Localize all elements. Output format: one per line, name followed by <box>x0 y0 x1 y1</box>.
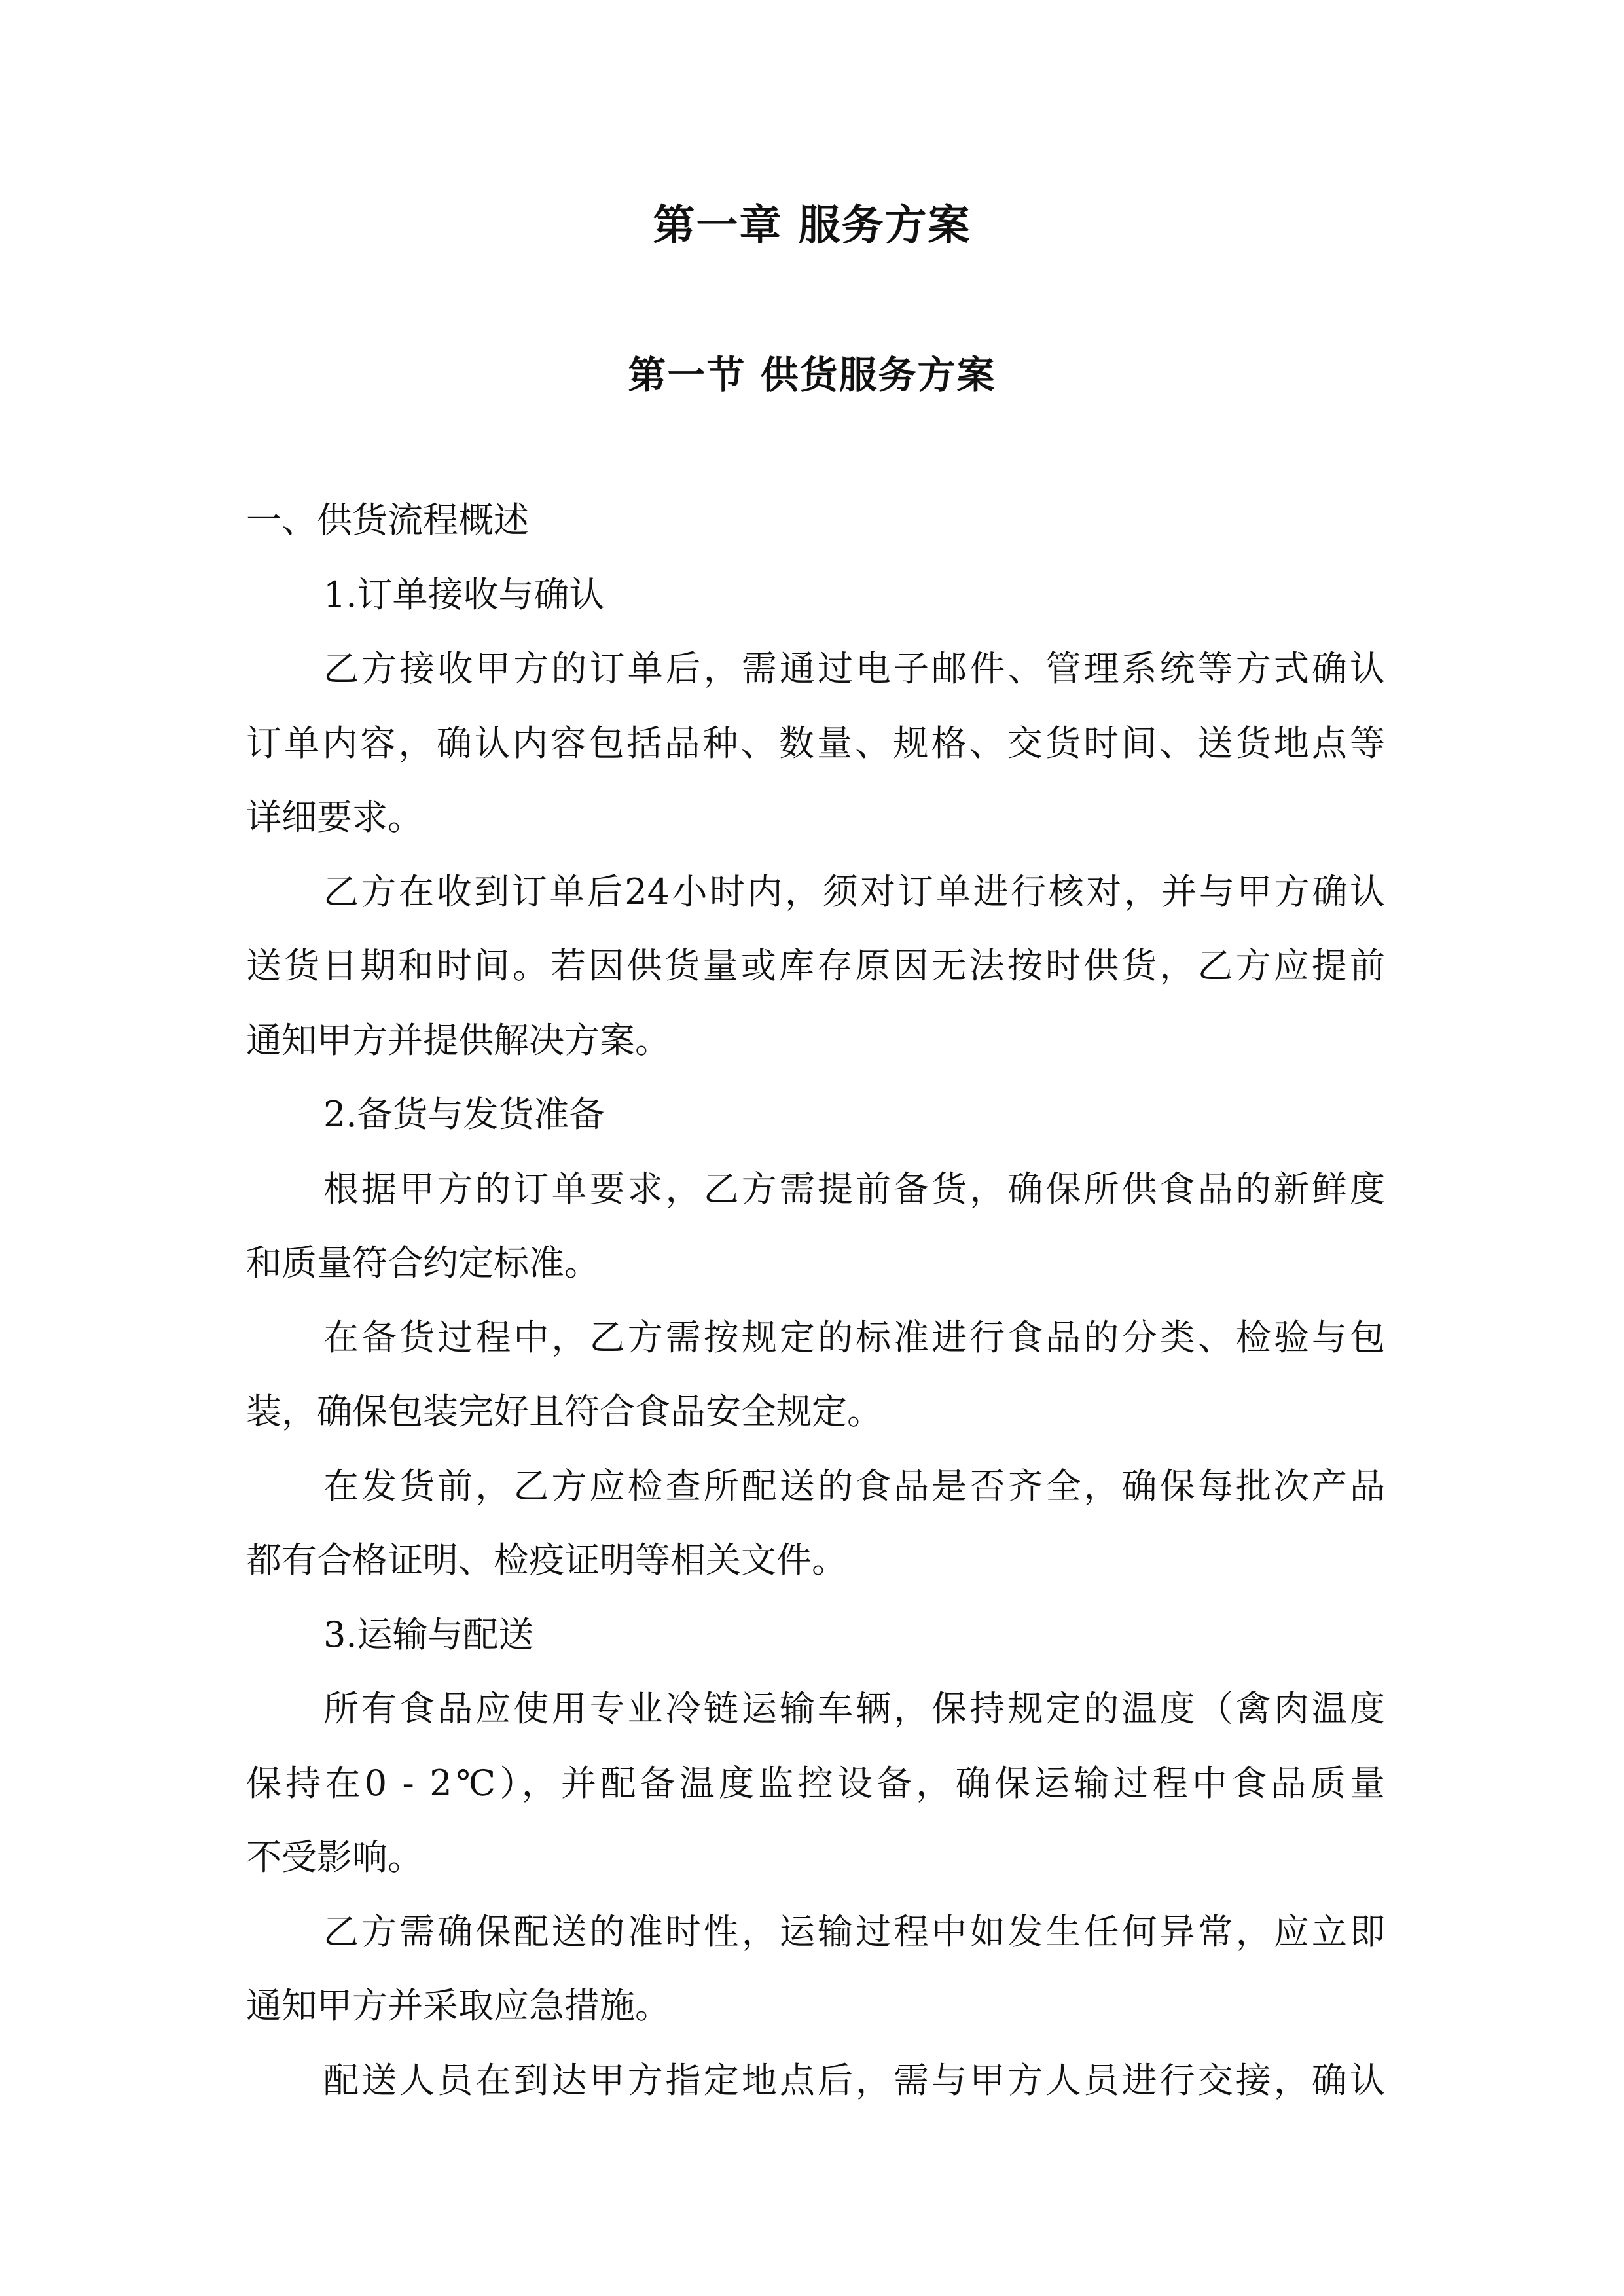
paragraph-line: 配送人员在到达甲方指定地点后，需与甲方人员进行交接，确认 <box>323 2059 1385 2101</box>
chapter-title: 第一章 服务方案 <box>653 202 971 250</box>
paragraph-line: 通知甲方并提供解决方案。 <box>246 1019 670 1061</box>
paragraph-line: 所有食品应使用专业冷链运输车辆，保持规定的温度（禽肉温度 <box>323 1688 1385 1729</box>
paragraph-line: 保持在0 - 2℃），并配备温度监控设备，确保运输过程中食品质量 <box>246 1762 1385 1804</box>
paragraph-line: 不受影响。 <box>246 1837 423 1878</box>
paragraph-line: 乙方需确保配送的准时性，运输过程中如发生任何异常，应立即 <box>323 1910 1385 1952</box>
paragraph-line: 详细要求。 <box>246 797 423 838</box>
paragraph-line: 送货日期和时间。若因供货量或库存原因无法按时供货，乙方应提前 <box>246 945 1385 986</box>
subheading-order-receipt: 1.订单接收与确认 <box>323 573 605 615</box>
paragraph-line: 装，确保包装完好且符合食品安全规定。 <box>246 1391 882 1432</box>
paragraph-line: 和质量符合约定标准。 <box>246 1242 600 1283</box>
paragraph-line: 在备货过程中，乙方需按规定的标准进行食品的分类、检验与包 <box>323 1316 1385 1358</box>
subheading-stock-preparation: 2.备货与发货准备 <box>323 1094 605 1135</box>
paragraph-line: 通知甲方并采取应急措施。 <box>246 1985 670 2026</box>
document-body <box>246 483 1385 2117</box>
paragraph-line: 都有合格证明、检疫证明等相关文件。 <box>246 1539 847 1581</box>
paragraph-line: 乙方在收到订单后24小时内，须对订单进行核对，并与甲方确认 <box>323 870 1385 912</box>
paragraph-line: 乙方接收甲方的订单后，需通过电子邮件、管理系统等方式确认 <box>323 648 1385 689</box>
section-title: 第一节 供货服务方案 <box>628 353 996 397</box>
heading-supply-process-overview: 一、供货流程概述 <box>246 499 529 541</box>
subheading-transport-delivery: 3.运输与配送 <box>323 1613 534 1655</box>
paragraph-line: 订单内容，确认内容包括品种、数量、规格、交货时间、送货地点等 <box>246 722 1385 764</box>
paragraph-line: 根据甲方的订单要求，乙方需提前备货，确保所供食品的新鲜度 <box>323 1168 1385 1210</box>
paragraph-line: 在发货前，乙方应检查所配送的食品是否齐全，确保每批次产品 <box>323 1465 1385 1507</box>
